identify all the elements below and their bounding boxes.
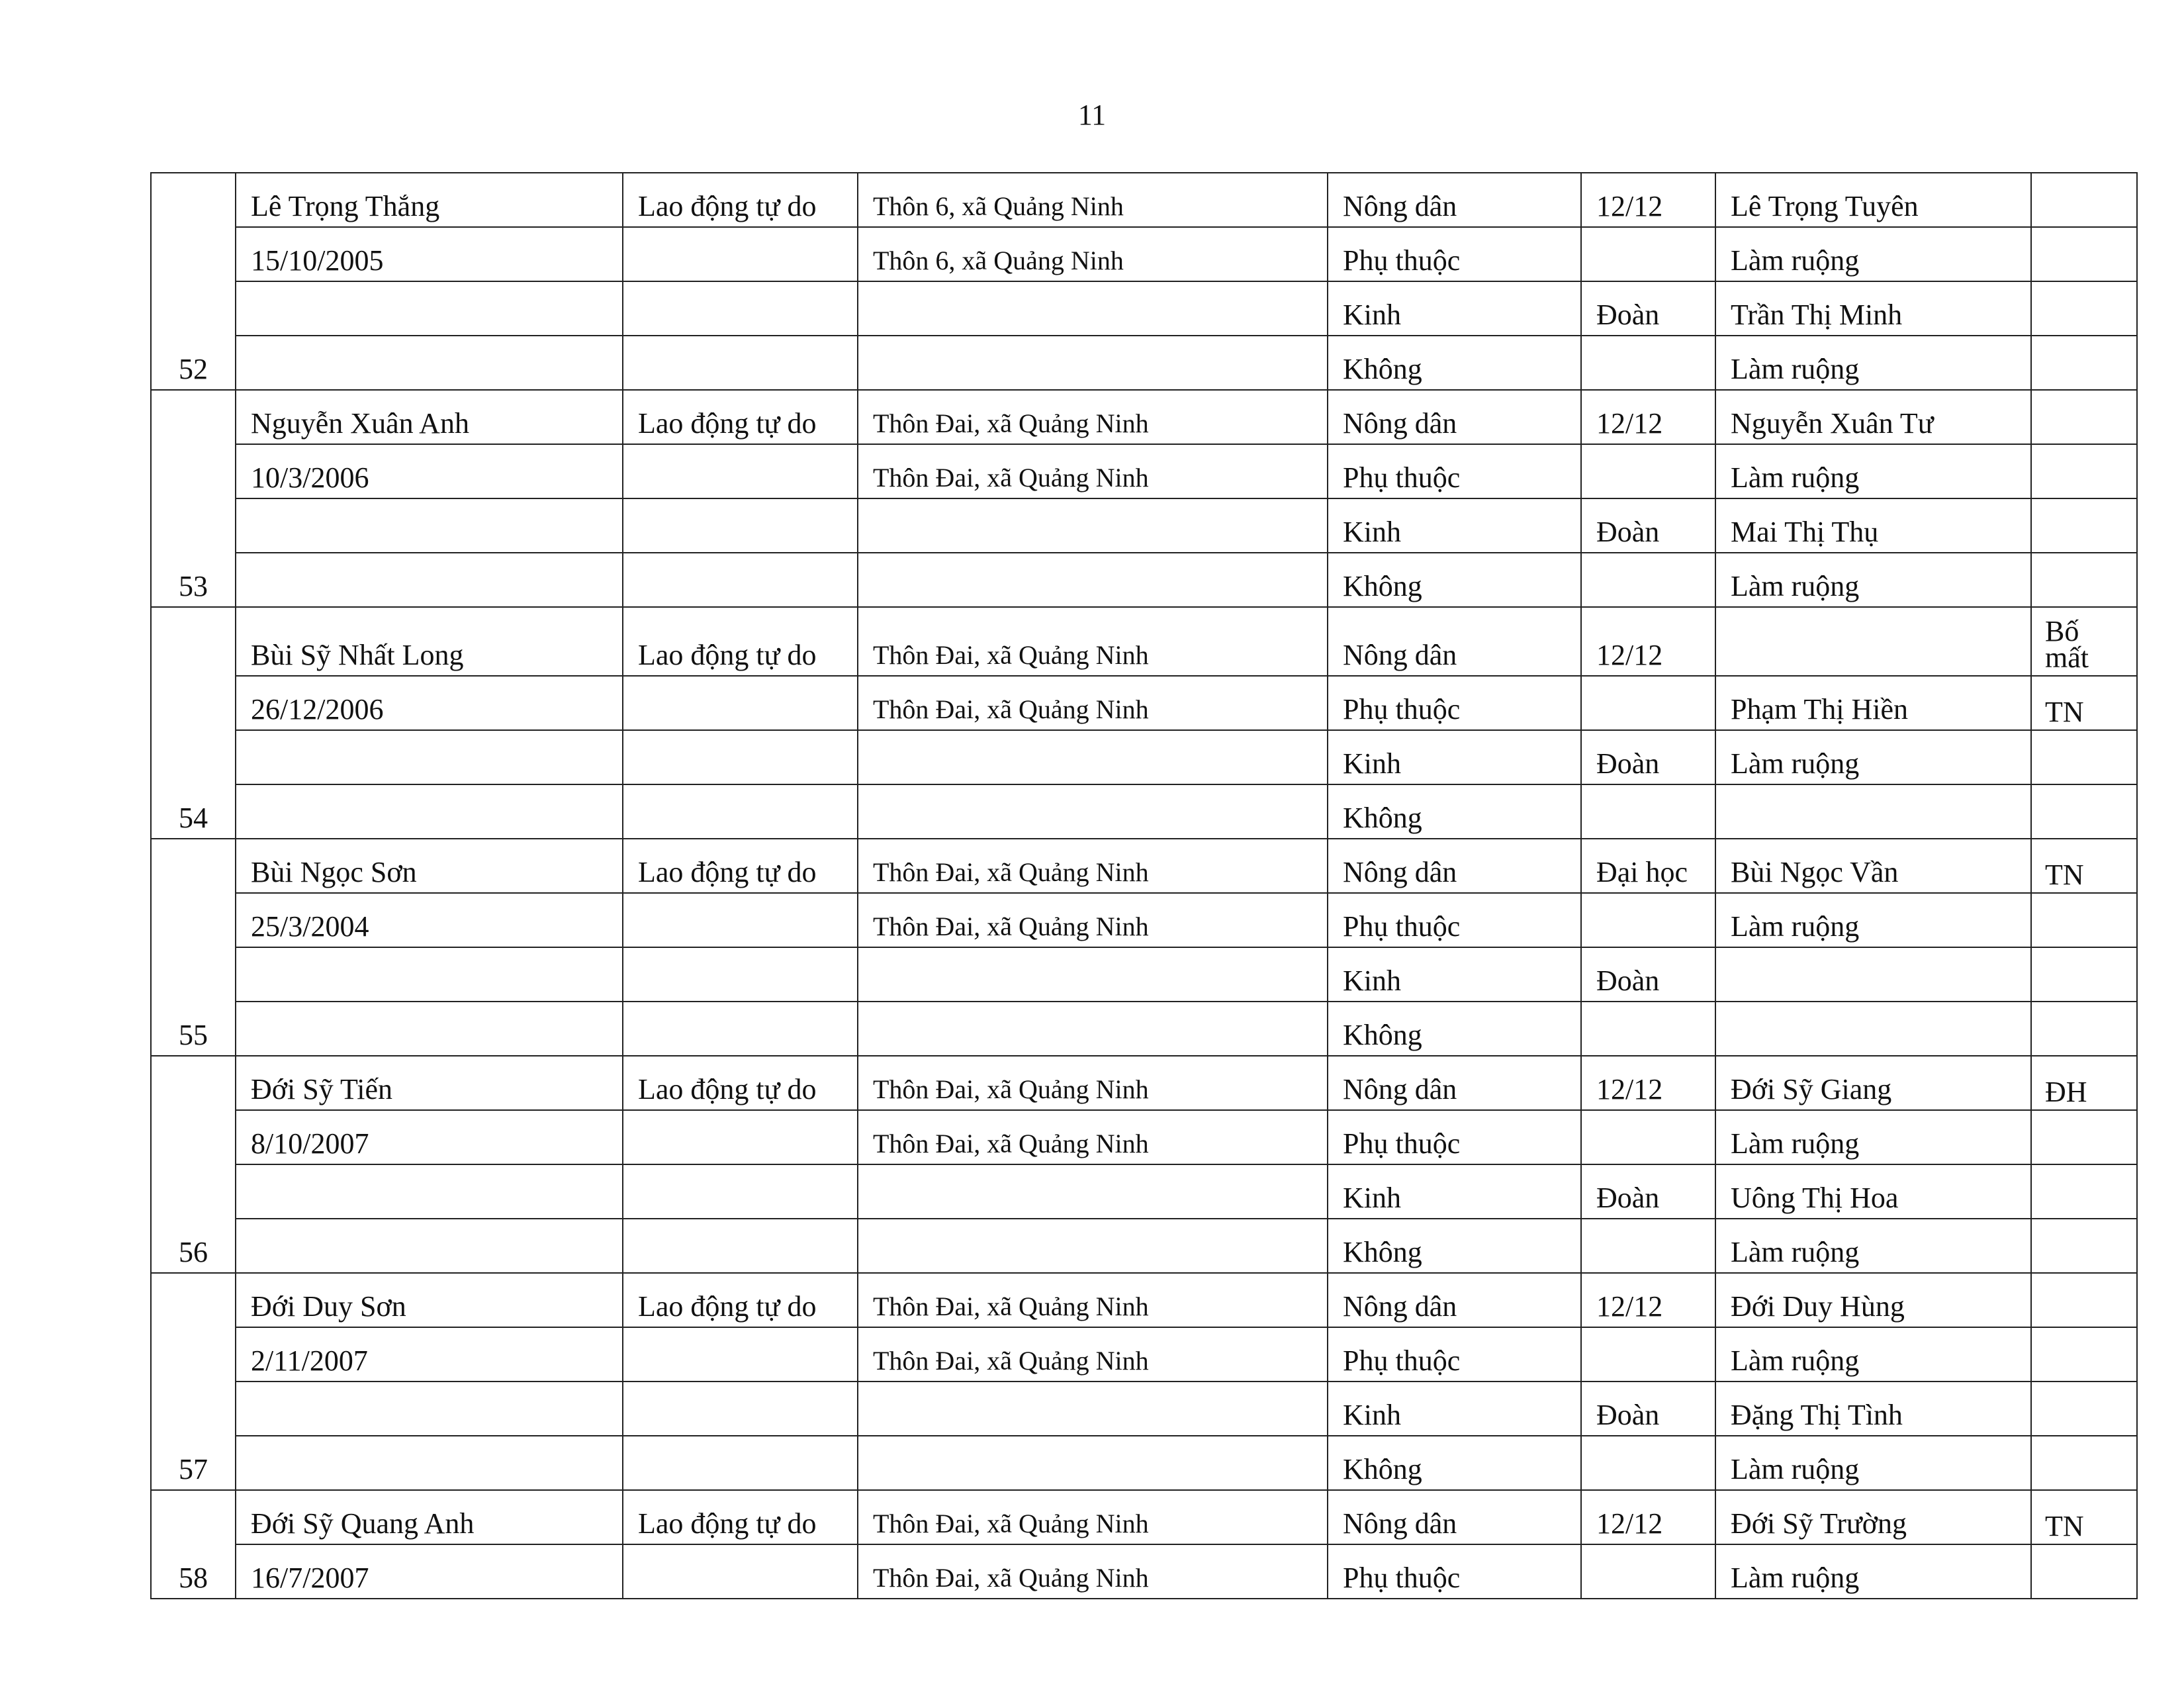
education-cell: [1581, 1544, 1715, 1599]
status-cell: Phụ thuộc: [1328, 893, 1581, 947]
note-cell: [2031, 784, 2137, 839]
table-row: [151, 227, 2137, 281]
note-cell: [2031, 730, 2137, 784]
address-cell: Thôn Đai, xã Quảng Ninh: [858, 1490, 1328, 1544]
name-dob-cell: 10/3/2006: [236, 444, 623, 498]
status-cell: Phụ thuộc: [1328, 676, 1581, 730]
table-row: [151, 281, 2137, 336]
occupation-cell: Lao động tự do: [623, 1056, 858, 1110]
parent-cell: Trần Thị Minh: [1715, 281, 2031, 336]
name-dob-cell: [236, 1164, 623, 1219]
education-cell: Đoàn: [1581, 498, 1715, 553]
occupation-cell: [623, 676, 858, 730]
note-cell: [2031, 281, 2137, 336]
status-cell: Nông dân: [1328, 173, 1581, 227]
parent-cell: Bùi Ngọc Vần: [1715, 839, 2031, 893]
name-dob-cell: [236, 1382, 623, 1436]
status-cell: Không: [1328, 553, 1581, 607]
table-row: [151, 839, 2137, 893]
education-cell: Đoàn: [1581, 281, 1715, 336]
occupation-cell: [623, 730, 858, 784]
table-row: [151, 893, 2137, 947]
education-cell: [1581, 1002, 1715, 1056]
note-cell: [2031, 444, 2137, 498]
table-row: [151, 676, 2137, 730]
parent-cell: Làm ruộng: [1715, 444, 2031, 498]
name-dob-cell: Bùi Sỹ Nhất Long: [236, 607, 623, 676]
parent-cell: Mai Thị Thụ: [1715, 498, 2031, 553]
table-row: [151, 1382, 2137, 1436]
address-cell: [858, 1382, 1328, 1436]
record-number-cell: 53: [151, 390, 236, 607]
occupation-cell: [623, 1327, 858, 1382]
parent-cell: Làm ruộng: [1715, 1219, 2031, 1273]
note-cell: [2031, 336, 2137, 390]
parent-cell: Làm ruộng: [1715, 227, 2031, 281]
status-cell: Không: [1328, 336, 1581, 390]
note-cell: [2031, 1164, 2137, 1219]
education-cell: [1581, 553, 1715, 607]
name-dob-cell: Nguyễn Xuân Anh: [236, 390, 623, 444]
table-row: [151, 1110, 2137, 1164]
occupation-cell: [623, 444, 858, 498]
table-row: [151, 607, 2137, 676]
status-cell: Nông dân: [1328, 1273, 1581, 1327]
occupation-cell: Lao động tự do: [623, 390, 858, 444]
address-cell: [858, 553, 1328, 607]
parent-cell: [1715, 784, 2031, 839]
status-cell: Kinh: [1328, 498, 1581, 553]
occupation-cell: [623, 227, 858, 281]
education-cell: 12/12: [1581, 1273, 1715, 1327]
note-cell: [2031, 893, 2137, 947]
record-number-cell: 55: [151, 839, 236, 1056]
occupation-cell: [623, 553, 858, 607]
status-cell: Nông dân: [1328, 1490, 1581, 1544]
parent-cell: Đặng Thị Tình: [1715, 1382, 2031, 1436]
occupation-cell: [623, 1219, 858, 1273]
status-cell: Không: [1328, 1219, 1581, 1273]
parent-cell: Uông Thị Hoa: [1715, 1164, 2031, 1219]
parent-cell: Lê Trọng Tuyên: [1715, 173, 2031, 227]
note-cell: Bố mất: [2031, 607, 2137, 676]
record-number-cell: 56: [151, 1056, 236, 1273]
education-cell: [1581, 1327, 1715, 1382]
education-cell: 12/12: [1581, 1490, 1715, 1544]
occupation-cell: [623, 1110, 858, 1164]
education-cell: 12/12: [1581, 1056, 1715, 1110]
address-cell: [858, 947, 1328, 1002]
address-cell: [858, 1219, 1328, 1273]
roster-body: [151, 173, 2137, 1599]
table-row: [151, 1164, 2137, 1219]
table-row: [151, 1436, 2137, 1490]
name-dob-cell: Đới Sỹ Quang Anh: [236, 1490, 623, 1544]
note-cell: [2031, 1382, 2137, 1436]
name-dob-cell: [236, 784, 623, 839]
occupation-cell: [623, 1164, 858, 1219]
record-number-cell: 54: [151, 607, 236, 839]
parent-cell: [1715, 607, 2031, 676]
table-row: [151, 553, 2137, 607]
status-cell: Kinh: [1328, 1382, 1581, 1436]
address-cell: [858, 336, 1328, 390]
note-cell: [2031, 227, 2137, 281]
note-cell: [2031, 1544, 2137, 1599]
name-dob-cell: [236, 281, 623, 336]
table-row: [151, 1273, 2137, 1327]
status-cell: Kinh: [1328, 947, 1581, 1002]
table-row: [151, 173, 2137, 227]
address-cell: Thôn Đai, xã Quảng Ninh: [858, 839, 1328, 893]
education-cell: [1581, 784, 1715, 839]
note-cell: [2031, 1110, 2137, 1164]
parent-cell: Đới Duy Hùng: [1715, 1273, 2031, 1327]
table-row: [151, 1002, 2137, 1056]
table-row: [151, 1544, 2137, 1599]
occupation-cell: [623, 947, 858, 1002]
status-cell: Nông dân: [1328, 607, 1581, 676]
occupation-cell: [623, 498, 858, 553]
address-cell: [858, 1164, 1328, 1219]
name-dob-cell: [236, 498, 623, 553]
occupation-cell: [623, 281, 858, 336]
note-cell: [2031, 947, 2137, 1002]
address-cell: [858, 498, 1328, 553]
table-row: [151, 730, 2137, 784]
status-cell: Nông dân: [1328, 839, 1581, 893]
education-cell: [1581, 1436, 1715, 1490]
note-cell: [2031, 390, 2137, 444]
occupation-cell: [623, 893, 858, 947]
table-row: [151, 947, 2137, 1002]
name-dob-cell: [236, 553, 623, 607]
education-cell: Đoàn: [1581, 730, 1715, 784]
table-row: [151, 498, 2137, 553]
occupation-cell: [623, 1002, 858, 1056]
status-cell: Không: [1328, 1436, 1581, 1490]
status-cell: Phụ thuộc: [1328, 1110, 1581, 1164]
note-cell: [2031, 173, 2137, 227]
status-cell: Kinh: [1328, 730, 1581, 784]
note-cell: [2031, 1327, 2137, 1382]
address-cell: [858, 730, 1328, 784]
address-cell: Thôn Đai, xã Quảng Ninh: [858, 676, 1328, 730]
status-cell: Nông dân: [1328, 390, 1581, 444]
address-cell: Thôn Đai, xã Quảng Ninh: [858, 607, 1328, 676]
education-cell: 12/12: [1581, 173, 1715, 227]
note-cell: TN: [2031, 1490, 2137, 1544]
name-dob-cell: Bùi Ngọc Sơn: [236, 839, 623, 893]
address-cell: Thôn Đai, xã Quảng Ninh: [858, 390, 1328, 444]
parent-cell: [1715, 1002, 2031, 1056]
parent-cell: Làm ruộng: [1715, 893, 2031, 947]
education-cell: [1581, 444, 1715, 498]
parent-cell: Nguyễn Xuân Tư: [1715, 390, 2031, 444]
occupation-cell: Lao động tự do: [623, 173, 858, 227]
occupation-cell: [623, 1544, 858, 1599]
record-number-cell: 58: [151, 1490, 236, 1599]
name-dob-cell: [236, 1219, 623, 1273]
name-dob-cell: [236, 730, 623, 784]
name-dob-cell: [236, 1436, 623, 1490]
occupation-cell: Lao động tự do: [623, 607, 858, 676]
parent-cell: Đới Sỹ Trường: [1715, 1490, 2031, 1544]
note-cell: [2031, 1219, 2137, 1273]
note-cell: [2031, 553, 2137, 607]
parent-cell: Làm ruộng: [1715, 1436, 2031, 1490]
name-dob-cell: 8/10/2007: [236, 1110, 623, 1164]
status-cell: Không: [1328, 1002, 1581, 1056]
occupation-cell: [623, 784, 858, 839]
occupation-cell: Lao động tự do: [623, 839, 858, 893]
name-dob-cell: Lê Trọng Thắng: [236, 173, 623, 227]
education-cell: [1581, 1219, 1715, 1273]
status-cell: Phụ thuộc: [1328, 227, 1581, 281]
table-row: [151, 1219, 2137, 1273]
name-dob-cell: [236, 1002, 623, 1056]
roster-table: [150, 172, 2138, 1599]
name-dob-cell: [236, 947, 623, 1002]
education-cell: Đại học: [1581, 839, 1715, 893]
address-cell: [858, 1002, 1328, 1056]
note-cell: TN: [2031, 839, 2137, 893]
education-cell: [1581, 227, 1715, 281]
education-cell: [1581, 676, 1715, 730]
name-dob-cell: 15/10/2005: [236, 227, 623, 281]
name-dob-cell: 16/7/2007: [236, 1544, 623, 1599]
note-cell: [2031, 1436, 2137, 1490]
note-cell: [2031, 1002, 2137, 1056]
occupation-cell: [623, 336, 858, 390]
note-cell: TN: [2031, 676, 2137, 730]
status-cell: Phụ thuộc: [1328, 1327, 1581, 1382]
parent-cell: Làm ruộng: [1715, 1544, 2031, 1599]
name-dob-cell: 26/12/2006: [236, 676, 623, 730]
address-cell: [858, 281, 1328, 336]
table-row: [151, 1490, 2137, 1544]
education-cell: [1581, 336, 1715, 390]
page-number: 11: [1077, 99, 1107, 131]
parent-cell: Làm ruộng: [1715, 1327, 2031, 1382]
record-number-cell: 52: [151, 173, 236, 390]
record-number-cell: 57: [151, 1273, 236, 1490]
education-cell: [1581, 1110, 1715, 1164]
education-cell: Đoàn: [1581, 1164, 1715, 1219]
status-cell: Phụ thuộc: [1328, 1544, 1581, 1599]
address-cell: [858, 784, 1328, 839]
education-cell: 12/12: [1581, 607, 1715, 676]
address-cell: Thôn Đai, xã Quảng Ninh: [858, 1056, 1328, 1110]
table-row: [151, 336, 2137, 390]
table-row: [151, 390, 2137, 444]
table-row: [151, 1327, 2137, 1382]
note-cell: [2031, 1273, 2137, 1327]
occupation-cell: Lao động tự do: [623, 1273, 858, 1327]
parent-cell: Làm ruộng: [1715, 553, 2031, 607]
education-cell: [1581, 893, 1715, 947]
parent-cell: Phạm Thị Hiền: [1715, 676, 2031, 730]
note-cell: ĐH: [2031, 1056, 2137, 1110]
name-dob-cell: 2/11/2007: [236, 1327, 623, 1382]
name-dob-cell: Đới Sỹ Tiến: [236, 1056, 623, 1110]
address-cell: Thôn Đai, xã Quảng Ninh: [858, 1327, 1328, 1382]
note-cell: [2031, 498, 2137, 553]
education-cell: Đoàn: [1581, 1382, 1715, 1436]
table-row: [151, 1056, 2137, 1110]
parent-cell: Đới Sỹ Giang: [1715, 1056, 2031, 1110]
table-row: [151, 444, 2137, 498]
parent-cell: Làm ruộng: [1715, 730, 2031, 784]
address-cell: Thôn Đai, xã Quảng Ninh: [858, 444, 1328, 498]
education-cell: 12/12: [1581, 390, 1715, 444]
parent-cell: Làm ruộng: [1715, 336, 2031, 390]
address-cell: Thôn Đai, xã Quảng Ninh: [858, 1110, 1328, 1164]
status-cell: Nông dân: [1328, 1056, 1581, 1110]
address-cell: Thôn Đai, xã Quảng Ninh: [858, 1544, 1328, 1599]
name-dob-cell: Đới Duy Sơn: [236, 1273, 623, 1327]
status-cell: Kinh: [1328, 1164, 1581, 1219]
address-cell: Thôn Đai, xã Quảng Ninh: [858, 1273, 1328, 1327]
parent-cell: Làm ruộng: [1715, 1110, 2031, 1164]
parent-cell: [1715, 947, 2031, 1002]
status-cell: Phụ thuộc: [1328, 444, 1581, 498]
table-row: [151, 784, 2137, 839]
address-cell: Thôn 6, xã Quảng Ninh: [858, 173, 1328, 227]
status-cell: Kinh: [1328, 281, 1581, 336]
occupation-cell: [623, 1382, 858, 1436]
address-cell: Thôn Đai, xã Quảng Ninh: [858, 893, 1328, 947]
address-cell: Thôn 6, xã Quảng Ninh: [858, 227, 1328, 281]
name-dob-cell: [236, 336, 623, 390]
status-cell: Không: [1328, 784, 1581, 839]
occupation-cell: Lao động tự do: [623, 1490, 858, 1544]
occupation-cell: [623, 1436, 858, 1490]
name-dob-cell: 25/3/2004: [236, 893, 623, 947]
education-cell: Đoàn: [1581, 947, 1715, 1002]
address-cell: [858, 1436, 1328, 1490]
